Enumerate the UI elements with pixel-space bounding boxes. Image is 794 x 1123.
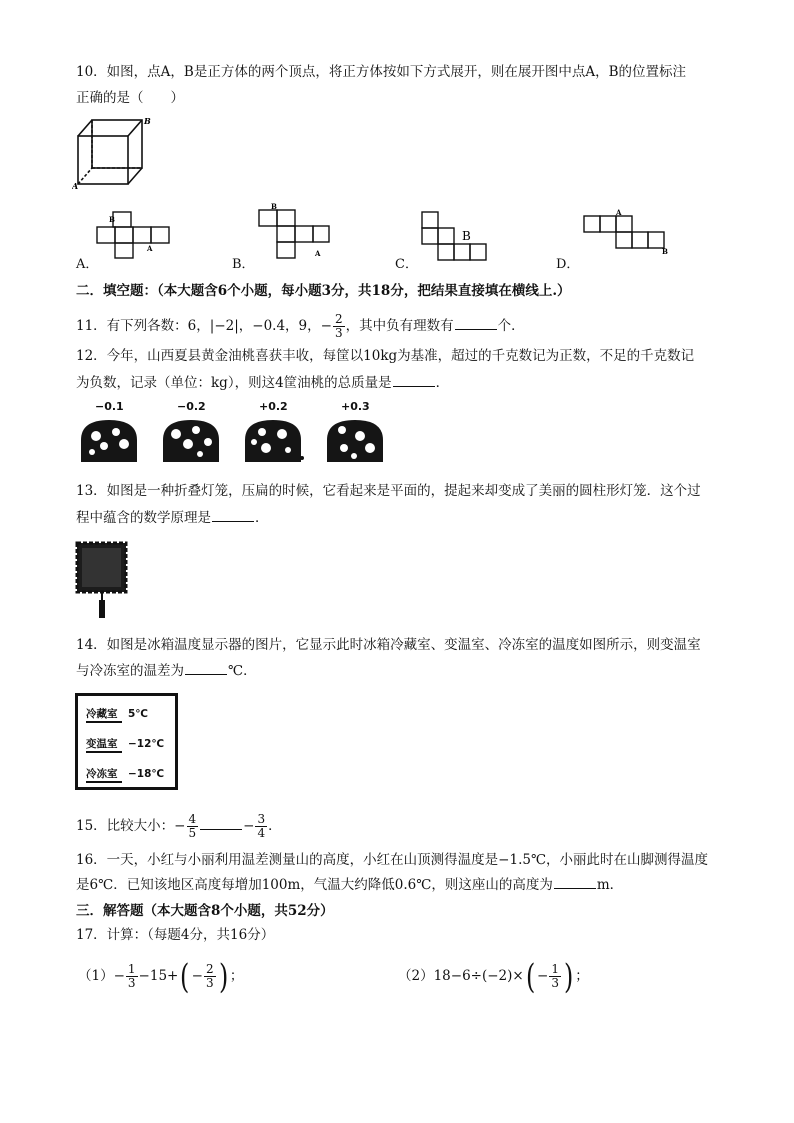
q14-line1: 14．如图是冰箱温度显示器的图片，它显示此时冰箱冷藏室、变温室、冷冻室的温度如图所示，则变温室: [76, 637, 701, 653]
q16-line2: 是6℃．已知该地区高度每增加100m，气温大约降低0.6℃，则这座山的高度为 m．: [76, 877, 624, 893]
q13-answer-blank[interactable]: [212, 509, 254, 522]
q13-line1: 13．如图是一种折叠灯笼，压扁的时候，它看起来是平面的，提起来却变成了美丽的圆柱形灯笼．这个过: [76, 483, 701, 499]
q11-answer-blank[interactable]: [455, 317, 497, 330]
cube-label-b: B: [144, 116, 151, 126]
q11: 11．有下列各数：6，|−2|，−0.4，9，− $\frac{2}{3}$ ，其中负有理数有 个．: [76, 312, 525, 340]
q11-fraction: $\frac{2}{3}$: [334, 312, 343, 340]
svg-text:B: B: [662, 247, 668, 256]
basket-3-image: [242, 412, 304, 464]
q17-part2: （2）18−6÷(−2)×( − $\frac{1}{3}$ ) ；: [398, 956, 589, 997]
cube-label-a: A: [72, 181, 79, 190]
option-b-label[interactable]: B．: [232, 257, 255, 272]
q12-line1: 12．今年，山西夏县黄金油桃喜获丰收，每筐以10kg为基准，超过的千克数记为正数，不足的千克数记: [76, 348, 695, 364]
cube-figure: [72, 114, 154, 190]
basket-2-label: −0.2: [177, 400, 206, 413]
q14-line2: 与冷冻室的温差为 ℃．: [76, 663, 257, 679]
svg-text:B: B: [109, 215, 115, 224]
option-d-label[interactable]: D．: [556, 257, 580, 272]
basket-2-image: [160, 412, 222, 464]
basket-1-label: −0.1: [95, 400, 124, 413]
svg-text:A: A: [616, 208, 622, 217]
q13-line2: 程中蕴含的数学原理是 ．: [76, 510, 269, 526]
q10-line2: 正确的是（ ）: [76, 90, 184, 106]
q17-part1: （1）− $\frac{1}{3}$ −15+( − $\frac{2}{3}$ ) ；: [78, 956, 244, 997]
q10-line1: 10．如图，点A，B是正方体的两个顶点，将正方体按如下方式展开，则在展开图中点A，B的位置标注: [76, 64, 687, 80]
q12-line2: 为负数，记录（单位：kg），则这4筐油桃的总质量是 ．: [76, 375, 450, 391]
display-row-variable: 变温室 −12℃: [86, 736, 164, 753]
fridge-display: [75, 693, 178, 790]
basket-4-label: +0.3: [341, 400, 370, 413]
section3-heading: 三．解答题（本大题含8个小题，共52分）: [76, 903, 334, 919]
q15: 15．比较大小：− $\frac{4}{5}$ − $\frac{3}{4}$ ．: [76, 812, 282, 840]
basket-1-image: [78, 412, 140, 464]
net-option-d: [582, 206, 670, 256]
net-option-c: [418, 210, 490, 262]
section2-heading: 二．填空题：（本大题含6个小题，每小题3分，共18分，把结果直接填在横线上.）: [76, 283, 571, 299]
basket-4-image: [324, 412, 386, 464]
svg-text:B: B: [271, 202, 277, 211]
option-c-label[interactable]: C．: [395, 257, 418, 272]
display-row-freezer: 冷冻室 −18℃: [86, 766, 164, 783]
q12-answer-blank[interactable]: [393, 374, 435, 387]
q17-intro: 17．计算：（每题4分，共16分）: [76, 927, 275, 943]
q15-answer-blank[interactable]: [200, 817, 242, 830]
display-row-fridge: 冷藏室 5℃: [86, 706, 148, 723]
q16-line1: 16．一天，小红与小丽利用温差测量山的高度，小红在山顶测得温度是−1.5℃，小丽此时在山脚测得温度: [76, 852, 709, 868]
q14-answer-blank[interactable]: [185, 662, 227, 675]
lantern-image: [74, 540, 130, 620]
option-a-label[interactable]: A．: [76, 257, 99, 272]
svg-text:B: B: [462, 229, 471, 243]
svg-text:A: A: [315, 249, 321, 258]
net-option-b: [255, 202, 335, 260]
net-option-a: [95, 210, 173, 260]
basket-3-label: +0.2: [259, 400, 288, 413]
svg-text:A: A: [147, 244, 153, 253]
q16-answer-blank[interactable]: [554, 876, 596, 889]
